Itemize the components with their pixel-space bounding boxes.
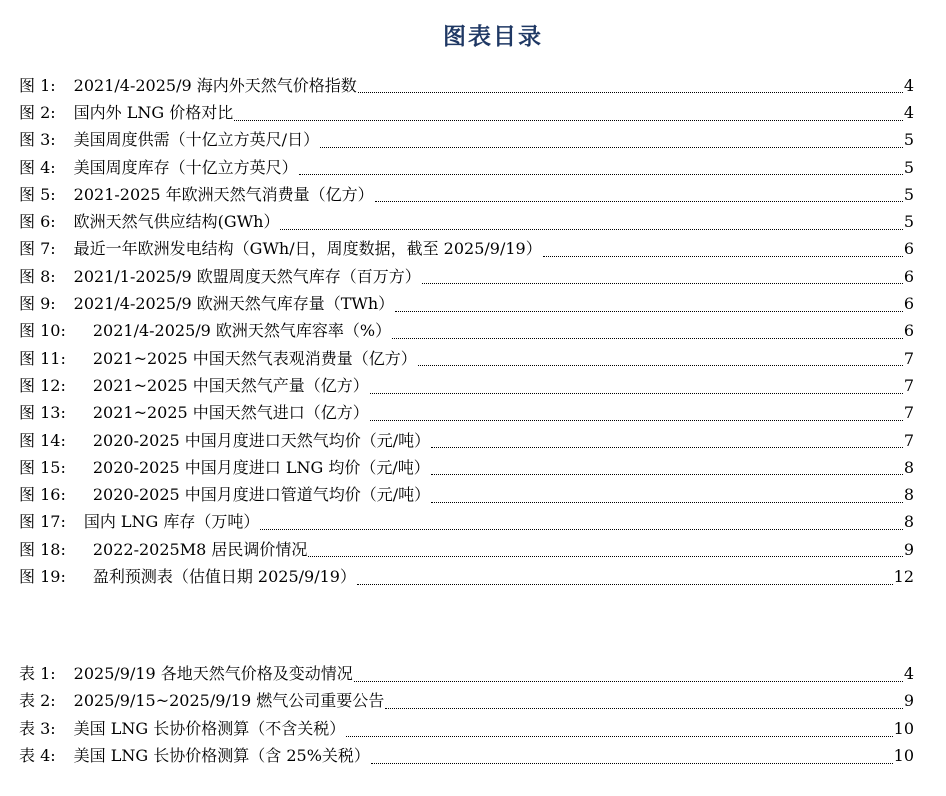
toc-page-number[interactable]: 7 xyxy=(903,375,914,395)
toc-entry-label: 图 17: xyxy=(19,512,66,532)
dot-leader xyxy=(234,120,903,121)
toc-page-number[interactable]: 4 xyxy=(903,75,914,95)
dot-leader xyxy=(371,763,893,764)
toc-page-number[interactable]: 6 xyxy=(903,266,914,286)
toc-entry-label: 图 4: xyxy=(19,157,56,177)
dot-leader xyxy=(418,365,903,366)
toc-page-number[interactable]: 10 xyxy=(893,718,914,738)
toc-entry-label: 图 9: xyxy=(19,294,56,314)
toc-page-number[interactable]: 7 xyxy=(903,430,914,450)
toc-page-number[interactable]: 5 xyxy=(903,130,914,150)
toc-entry-title[interactable]: 国内 LNG 库存（万吨） xyxy=(83,512,260,532)
toc-entry-title[interactable]: 欧洲天然气供应结构(GWh） xyxy=(73,212,280,232)
toc-entry-title[interactable]: 2021/1-2025/9 欧盟周度天然气库存（百万方） xyxy=(73,266,421,286)
figure-toc-entry[interactable] xyxy=(19,181,914,208)
dot-leader xyxy=(357,584,893,585)
toc-entry-title[interactable]: 2021~2025 中国天然气表观消费量（亿方） xyxy=(92,348,417,368)
toc-entry-label: 图 11: xyxy=(19,348,66,368)
toc-entry-label: 图 13: xyxy=(19,403,66,423)
toc-entry-title[interactable]: 2021/4-2025/9 欧洲天然气库容率（%） xyxy=(92,321,392,341)
toc-entry-title[interactable]: 2022-2025M8 居民调价情况 xyxy=(92,539,308,559)
dot-leader xyxy=(320,147,903,148)
figure-toc-entry[interactable] xyxy=(19,563,914,590)
toc-page-number[interactable]: 4 xyxy=(903,102,914,122)
toc-page-number[interactable]: 12 xyxy=(893,566,914,586)
toc-entry-title[interactable]: 美国 LNG 长协价格测算（含 25%关税） xyxy=(73,746,370,766)
figure-toc-entry[interactable] xyxy=(19,427,914,454)
figure-toc-entry[interactable] xyxy=(19,99,914,126)
toc-page-number[interactable]: 8 xyxy=(903,485,914,505)
figure-toc-entry[interactable] xyxy=(19,154,914,181)
toc-page-number[interactable]: 6 xyxy=(903,321,914,341)
toc-entry-label: 图 12: xyxy=(19,375,66,395)
toc-entry-title[interactable]: 美国 LNG 长协价格测算（不含关税） xyxy=(73,718,346,738)
toc-entry-label: 图 15: xyxy=(19,457,66,477)
toc-entry-title[interactable]: 2021~2025 中国天然气产量（亿方） xyxy=(92,375,369,395)
figure-toc-entry[interactable] xyxy=(19,372,914,399)
figure-toc-entry[interactable] xyxy=(19,400,914,427)
toc-entry-label: 图 8: xyxy=(19,266,56,286)
toc-page-number[interactable]: 5 xyxy=(903,212,914,232)
table-toc-entry[interactable] xyxy=(19,743,914,771)
dot-leader xyxy=(431,502,903,503)
figure-toc-entry[interactable] xyxy=(19,127,914,154)
dot-leader xyxy=(431,447,903,448)
toc-entry-label: 图 6: xyxy=(19,212,56,232)
dot-leader xyxy=(422,283,903,284)
toc-entry-title[interactable]: 2021-2025 年欧洲天然气消费量（亿方） xyxy=(73,184,374,204)
toc-entry-label: 图 14: xyxy=(19,430,66,450)
toc-entry-title[interactable]: 盈利预测表（估值日期 2025/9/19） xyxy=(92,566,356,586)
toc-entry-label: 图 1: xyxy=(19,75,56,95)
toc-entry-label: 图 16: xyxy=(19,485,66,505)
toc-entry-title[interactable]: 2021/4-2025/9 欧洲天然气库存量（TWh） xyxy=(73,294,395,314)
figure-toc-entry[interactable] xyxy=(19,290,914,317)
dot-leader xyxy=(260,529,902,530)
toc-page-number[interactable]: 5 xyxy=(903,157,914,177)
toc-page-number[interactable]: 8 xyxy=(903,512,914,532)
dot-leader xyxy=(346,736,892,737)
figure-toc-list xyxy=(19,72,914,591)
toc-page-number[interactable]: 8 xyxy=(903,457,914,477)
toc-page-number[interactable]: 4 xyxy=(903,663,914,683)
page-title: 图表目录 xyxy=(443,23,543,50)
toc-page-number[interactable]: 6 xyxy=(903,239,914,259)
toc-entry-label: 图 19: xyxy=(19,566,66,586)
figure-toc-entry[interactable] xyxy=(19,536,914,563)
dot-leader xyxy=(385,708,903,709)
toc-entry-title[interactable]: 美国周度供需（十亿立方英尺/日） xyxy=(73,130,320,150)
toc-entry-label: 图 7: xyxy=(19,239,56,259)
dot-leader xyxy=(358,92,903,93)
figure-toc-entry[interactable] xyxy=(19,318,914,345)
toc-entry-title[interactable]: 国内外 LNG 价格对比 xyxy=(73,102,234,122)
figure-toc-entry[interactable] xyxy=(19,345,914,372)
toc-entry-label: 表 1: xyxy=(19,663,56,683)
figure-toc-entry[interactable] xyxy=(19,72,914,99)
toc-page-number[interactable]: 5 xyxy=(903,184,914,204)
dot-leader xyxy=(280,229,902,230)
dot-leader xyxy=(370,420,903,421)
toc-entry-title[interactable]: 2025/9/19 各地天然气价格及变动情况 xyxy=(73,663,353,683)
table-toc-entry[interactable] xyxy=(19,660,914,688)
figure-toc-entry[interactable] xyxy=(19,481,914,508)
toc-page-number[interactable]: 9 xyxy=(903,539,914,559)
toc-page-number[interactable]: 7 xyxy=(903,403,914,423)
dot-leader xyxy=(395,311,903,312)
toc-entry-label: 图 3: xyxy=(19,130,56,150)
toc-entry-label: 图 2: xyxy=(19,102,56,122)
table-toc-entry[interactable] xyxy=(19,715,914,743)
toc-entry-title[interactable]: 最近一年欧洲发电结构（GWh/日，周度数据，截至 2025/9/19） xyxy=(73,239,542,259)
figure-toc-entry[interactable] xyxy=(19,236,914,263)
dot-leader xyxy=(299,174,903,175)
toc-entry-title[interactable]: 美国周度库存（十亿立方英尺） xyxy=(73,157,298,177)
toc-entry-title[interactable]: 2021~2025 中国天然气进口（亿方） xyxy=(92,403,369,423)
toc-entry-label: 表 4: xyxy=(19,746,56,766)
toc-entry-label: 表 3: xyxy=(19,718,56,738)
dot-leader xyxy=(431,474,903,475)
dot-leader xyxy=(543,256,903,257)
toc-entry-title[interactable]: 2020-2025 中国月度进口天然气均价（元/吨） xyxy=(92,430,431,450)
table-toc-list xyxy=(19,660,914,770)
dot-leader xyxy=(392,338,903,339)
toc-entry-title[interactable]: 2021/4-2025/9 海内外天然气价格指数 xyxy=(73,75,357,95)
toc-page-number[interactable]: 7 xyxy=(903,348,914,368)
toc-entry-label: 图 5: xyxy=(19,184,56,204)
dot-leader xyxy=(370,393,903,394)
table-toc-entry[interactable] xyxy=(19,688,914,716)
toc-page-number[interactable]: 6 xyxy=(903,294,914,314)
toc-entry-label: 图 18: xyxy=(19,539,66,559)
toc-page-number[interactable]: 9 xyxy=(903,691,914,711)
dot-leader xyxy=(375,201,903,202)
figure-toc-entry[interactable] xyxy=(19,208,914,235)
toc-page-number[interactable]: 10 xyxy=(893,746,914,766)
toc-entry-label: 图 10: xyxy=(19,321,66,341)
figure-toc-entry[interactable] xyxy=(19,454,914,481)
toc-entry-title[interactable]: 2020-2025 中国月度进口管道气均价（元/吨） xyxy=(92,485,431,505)
dot-leader xyxy=(308,556,902,557)
figure-toc-entry[interactable] xyxy=(19,263,914,290)
dot-leader xyxy=(354,681,903,682)
toc-entry-title[interactable]: 2025/9/15~2025/9/19 燃气公司重要公告 xyxy=(73,691,385,711)
figure-toc-entry[interactable] xyxy=(19,509,914,536)
toc-entry-label: 表 2: xyxy=(19,691,56,711)
toc-entry-title[interactable]: 2020-2025 中国月度进口 LNG 均价（元/吨） xyxy=(92,457,430,477)
